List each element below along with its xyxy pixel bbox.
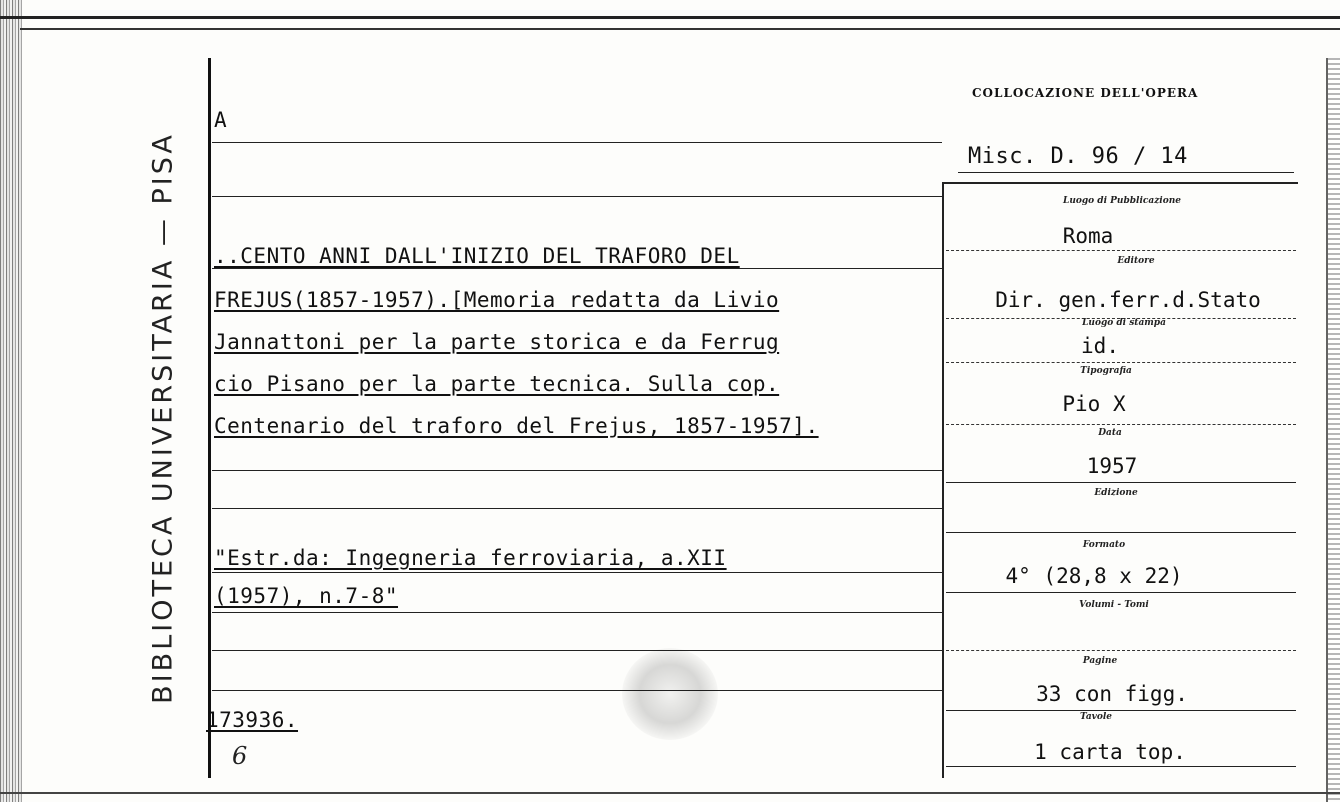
field-label: Edizione — [1094, 488, 1138, 498]
field-label: Tavole — [1079, 712, 1113, 722]
field-value: 1 carta top. — [1034, 740, 1186, 764]
card-top-rule — [20, 28, 1340, 30]
field-label: Data — [1098, 428, 1122, 438]
note-line: (1957), n.7-8" — [214, 584, 399, 608]
rule-line — [946, 650, 1296, 651]
field-label: Tipografia — [1080, 366, 1132, 376]
card-right-edge — [1326, 58, 1340, 802]
rule-line — [946, 362, 1296, 363]
field-label: Editore — [1117, 256, 1155, 266]
card-left-edge — [0, 0, 22, 802]
shelfmark: Misc. D. 96 / 14 — [968, 144, 1188, 169]
field-value: 1957 — [1086, 454, 1138, 478]
rule-line — [212, 268, 942, 269]
field-label: Luogo di Pubblicazione — [1063, 196, 1181, 206]
card-bottom-edge — [0, 792, 1340, 802]
field-value: 4° (28,8 x 22) — [1005, 564, 1183, 588]
note-line: "Estr.da: Ingegneria ferroviaria, a.XII — [214, 546, 727, 570]
handwritten-mark: 6 — [232, 742, 248, 770]
field-label: Luogo di stampa — [1082, 318, 1166, 328]
field-value: Pio X — [1062, 392, 1126, 416]
stain-mark — [622, 648, 718, 740]
rule-line — [946, 482, 1296, 483]
rule-line — [958, 172, 1294, 173]
heading-letter: A — [214, 108, 228, 132]
field-value: Dir. gen.ferr.d.Stato — [995, 288, 1261, 312]
rule-line — [212, 508, 942, 509]
field-value: 33 con figg. — [1036, 682, 1188, 706]
rule-line — [212, 612, 942, 613]
rule-line — [212, 572, 942, 573]
margin-line — [208, 58, 211, 778]
collocation-header: COLLOCAZIONE DELL'OPERA — [972, 86, 1199, 100]
title-line: Jannattoni per la parte storica e da Ferrug — [214, 330, 780, 354]
rule-line — [212, 650, 942, 651]
rule-line — [212, 142, 942, 143]
inventory-number: 173936. — [206, 708, 299, 732]
rule-line — [946, 424, 1296, 425]
title-line: FREJUS(1857-1957).[Memoria redatta da Livio — [214, 288, 780, 312]
field-value: id. — [1081, 334, 1119, 358]
title-line: Centenario del traforo del Frejus, 1857-1957]. — [214, 414, 819, 438]
title-line: cio Pisano per la parte tecnica. Sulla cop. — [214, 372, 780, 396]
field-label: Formato — [1082, 540, 1126, 550]
rule-line — [946, 710, 1296, 711]
rule-line — [946, 766, 1296, 767]
library-stamp: BIBLIOTECA UNIVERSITARIA — PISA — [147, 132, 179, 704]
card-top-edge — [0, 0, 1340, 19]
title-line: ..CENTO ANNI DALL'INIZIO DEL TRAFORO DEL — [214, 244, 740, 268]
fields-box-top — [942, 182, 1298, 184]
rule-line — [946, 592, 1296, 593]
rule-line — [212, 690, 942, 691]
column-divider — [942, 182, 944, 778]
rule-line — [946, 250, 1296, 251]
field-label: Pagine — [1082, 656, 1118, 666]
rule-line — [212, 470, 942, 471]
rule-line — [946, 532, 1296, 533]
rule-line — [212, 196, 942, 197]
field-label: Volumi - Tomi — [1079, 600, 1149, 610]
field-value: Roma — [1062, 224, 1114, 248]
